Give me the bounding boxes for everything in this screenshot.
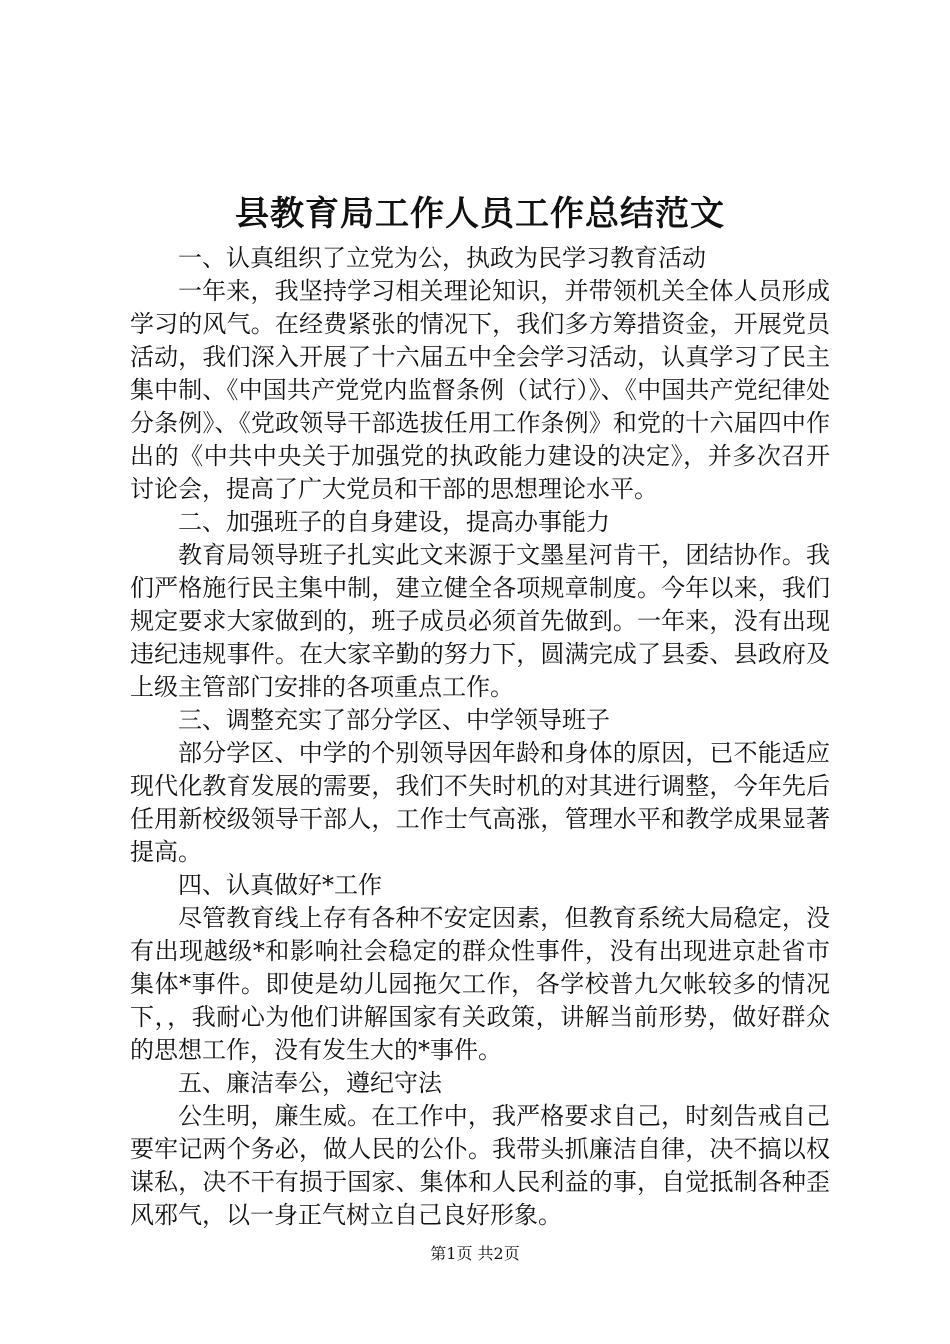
section-paragraph-5: 公生明，廉生威。在工作中，我严格要求自己，时刻告戒自己要牢记两个务必，做人民的公仆。我带头抓廉洁自律，决不搞以权谋私，决不干有损于国家、集体和人民利益的事，自觉抵制各种歪风邪气，以一身正气树立自己良好形象。: [130, 1102, 830, 1229]
section-paragraph-3: 部分学区、中学的个别领导因年龄和身体的原因，已不能适应现代化教育发展的需要，我们不失时机的对其进行调整，今年先后任用新校级领导干部人，工作士气高涨，管理水平和教学成果显著提高。: [130, 739, 830, 866]
document-title: 县教育局工作人员工作总结范文: [235, 194, 725, 234]
section-paragraph-1: 一年来，我坚持学习相关理论知识，并带领机关全体人员形成学习的风气。在经费紧张的情况下，我们多方筹措资金，开展党员活动，我们深入开展了十六届五中全会学习活动，认真学习了民主集中制、《中国共产党党内监督条例（试行）》、《中国共产党纪律处分条例》、《党政领导干部选拔任用工作条例》和党的十六届四中作出的《中共中央关于加强党的执政能力建设的决定》，并多次召开讨论会，提高了广大党员和干部的思想理论水平。: [130, 277, 830, 503]
document-page: [130, 0, 830, 1232]
section-paragraph-4: 尽管教育线上存有各种不安定因素，但教育系统大局稳定，没有出现越级*和影响社会稳定的群众性事件，没有出现进京赴省市集体*事件。即使是幼儿园拖欠工作，各学校普九欠帐较多的情况下，，我耐心为他们讲解国家有关政策，讲解当前形势，做好群众的思想工作，没有发生大的*事件。: [130, 904, 830, 1064]
section-heading-5: 五、廉洁奉公，遵纪守法: [178, 1069, 442, 1097]
section-heading-3: 三、调整充实了部分学区、中学领导班子: [178, 706, 610, 734]
document-body: [130, 242, 830, 1232]
page-number-label: 第1页 共2页: [430, 1244, 520, 1263]
page-footer: [0, 1244, 950, 1264]
section-heading-4: 四、认真做好*工作: [178, 871, 382, 899]
section-heading-1: 一、认真组织了立党为公，执政为民学习教育活动: [178, 244, 706, 272]
section-paragraph-2: 教育局领导班子扎实此文来源于文墨星河肯干，团结协作。我们严格施行民主集中制，建立健全各项规章制度。今年以来，我们规定要求大家做到的，班子成员必须首先做到。一年来，没有出现违纪违规事件。在大家辛勤的努力下，圆满完成了县委、县政府及上级主管部门安排的各项重点工作。: [130, 541, 830, 701]
section-heading-2: 二、加强班子的自身建设，提高办事能力: [178, 508, 610, 536]
